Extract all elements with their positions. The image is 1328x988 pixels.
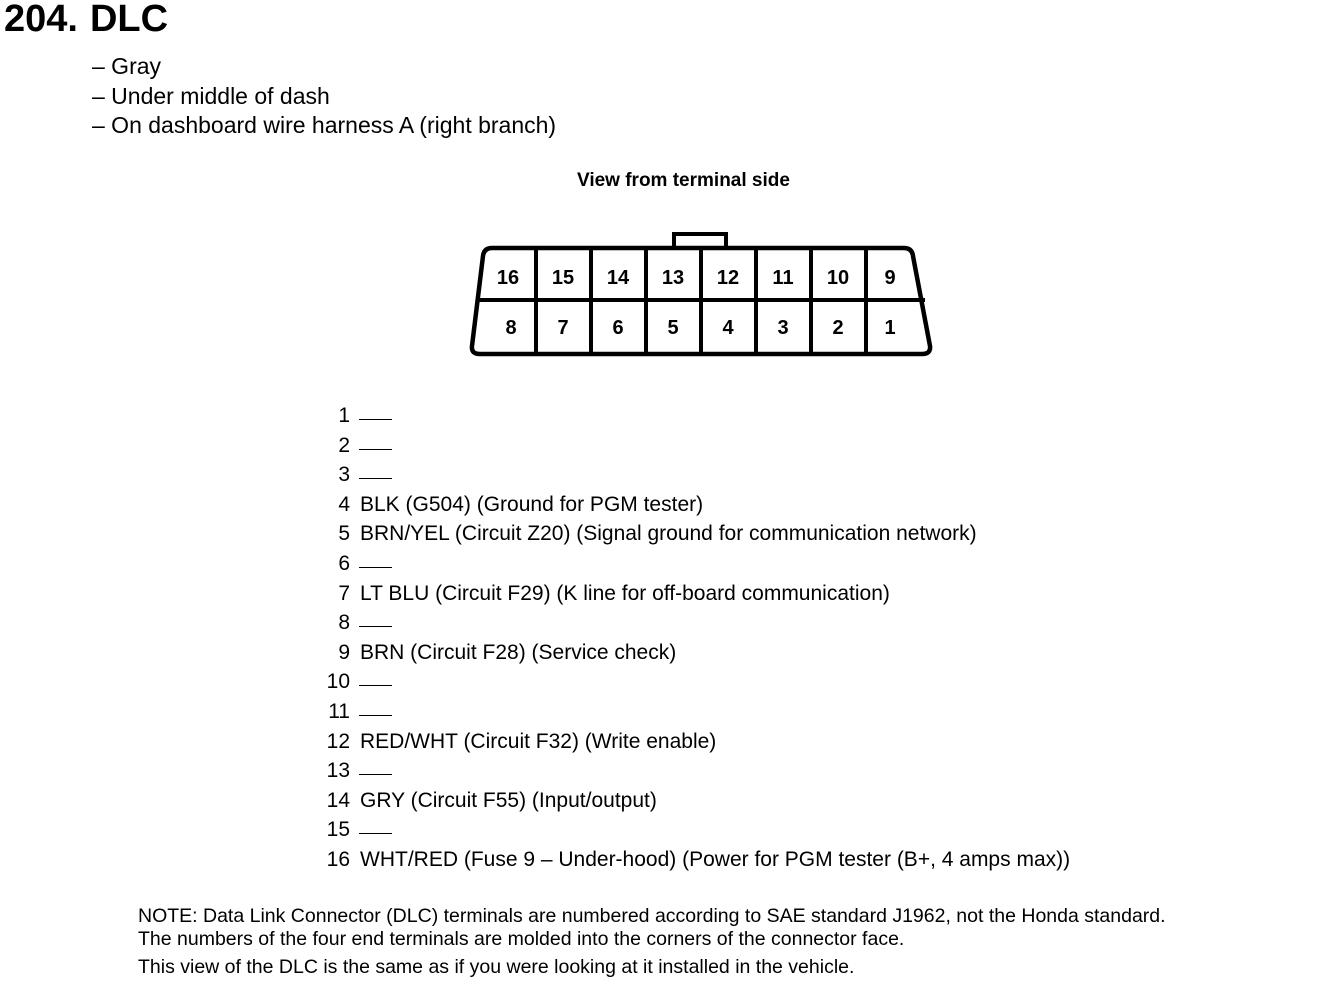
note-line-3: This view of the DLC is the same as if you were looking at it installed in the vehicle. (138, 956, 855, 978)
pin-description: BRN (Circuit F28) (Service check) (360, 640, 677, 664)
pin-number: 16 (326, 847, 350, 871)
terminal-5: 5 (667, 317, 679, 339)
pin-number: 12 (326, 729, 350, 753)
connector-diagram (466, 228, 936, 363)
page-title (4, 0, 168, 41)
terminal-7: 7 (557, 317, 569, 339)
pin-number: 4 (338, 492, 350, 516)
pin-description: WHT/RED (Fuse 9 – Under-hood) (Power for PGM tester (B+, 4 amps max)) (360, 847, 1071, 871)
pin-number: 15 (326, 818, 350, 842)
terminal-8: 8 (505, 317, 517, 339)
unused-pin-dash (359, 419, 392, 420)
pin-description: LT BLU (Circuit F29) (K line for off-board communication) (360, 581, 890, 605)
terminal-14: 14 (606, 267, 630, 289)
terminal-3: 3 (777, 317, 789, 339)
unused-pin-dash (359, 449, 392, 450)
info-harness: – On dashboard wire harness A (right branch) (92, 112, 557, 138)
terminal-4: 4 (722, 317, 734, 339)
unused-pin-dash (359, 774, 392, 775)
terminal-9: 9 (884, 267, 896, 289)
terminal-1: 1 (884, 317, 896, 339)
pin-description: BRN/YEL (Circuit Z20) (Signal ground for communication network) (360, 522, 977, 546)
pin-number: 9 (338, 640, 350, 664)
unused-pin-dash (359, 685, 392, 686)
terminal-11: 11 (772, 267, 794, 289)
connector-name: DLC (89, 0, 169, 40)
pin-number: 14 (326, 788, 350, 812)
unused-pin-dash (359, 715, 392, 716)
terminal-16: 16 (496, 267, 520, 289)
terminal-15: 15 (551, 267, 575, 289)
info-color: – Gray (92, 53, 162, 79)
terminal-6: 6 (612, 317, 624, 339)
unused-pin-dash (359, 833, 392, 834)
note-line-2: The numbers of the four end terminals are molded into the corners of the connector face. (138, 927, 905, 950)
pin-number: 3 (338, 463, 350, 487)
unused-pin-dash (359, 478, 392, 479)
pin-number: 5 (338, 522, 350, 546)
pin-number: 7 (338, 581, 350, 605)
pin-number: 6 (338, 551, 350, 575)
pin-number: 11 (328, 699, 350, 723)
pin-number: 13 (326, 759, 350, 783)
pin-description: BLK (G504) (Ground for PGM tester) (360, 492, 704, 516)
pin-number: 2 (338, 433, 350, 457)
view-label: View from terminal side (577, 170, 790, 191)
note (138, 905, 1166, 979)
unused-pin-dash (359, 626, 392, 627)
terminal-10: 10 (826, 267, 850, 289)
terminal-12: 12 (716, 267, 740, 289)
pin-number: 10 (326, 670, 350, 694)
terminal-13: 13 (661, 267, 685, 289)
note-line-1: NOTE: Data Link Connector (DLC) terminals are numbered according to SAE standard J1962, not the Honda standard. (138, 905, 1166, 927)
pin-number: 8 (338, 611, 350, 635)
info-location: – Under middle of dash (92, 82, 330, 109)
unused-pin-dash (359, 567, 392, 568)
section-number: 204. (4, 0, 78, 40)
connector-info (92, 52, 556, 141)
pin-description: RED/WHT (Circuit F32) (Write enable) (360, 729, 717, 753)
terminal-2: 2 (832, 317, 844, 339)
pin-number: 1 (338, 404, 350, 427)
pin-description: GRY (Circuit F55) (Input/output) (360, 788, 657, 812)
